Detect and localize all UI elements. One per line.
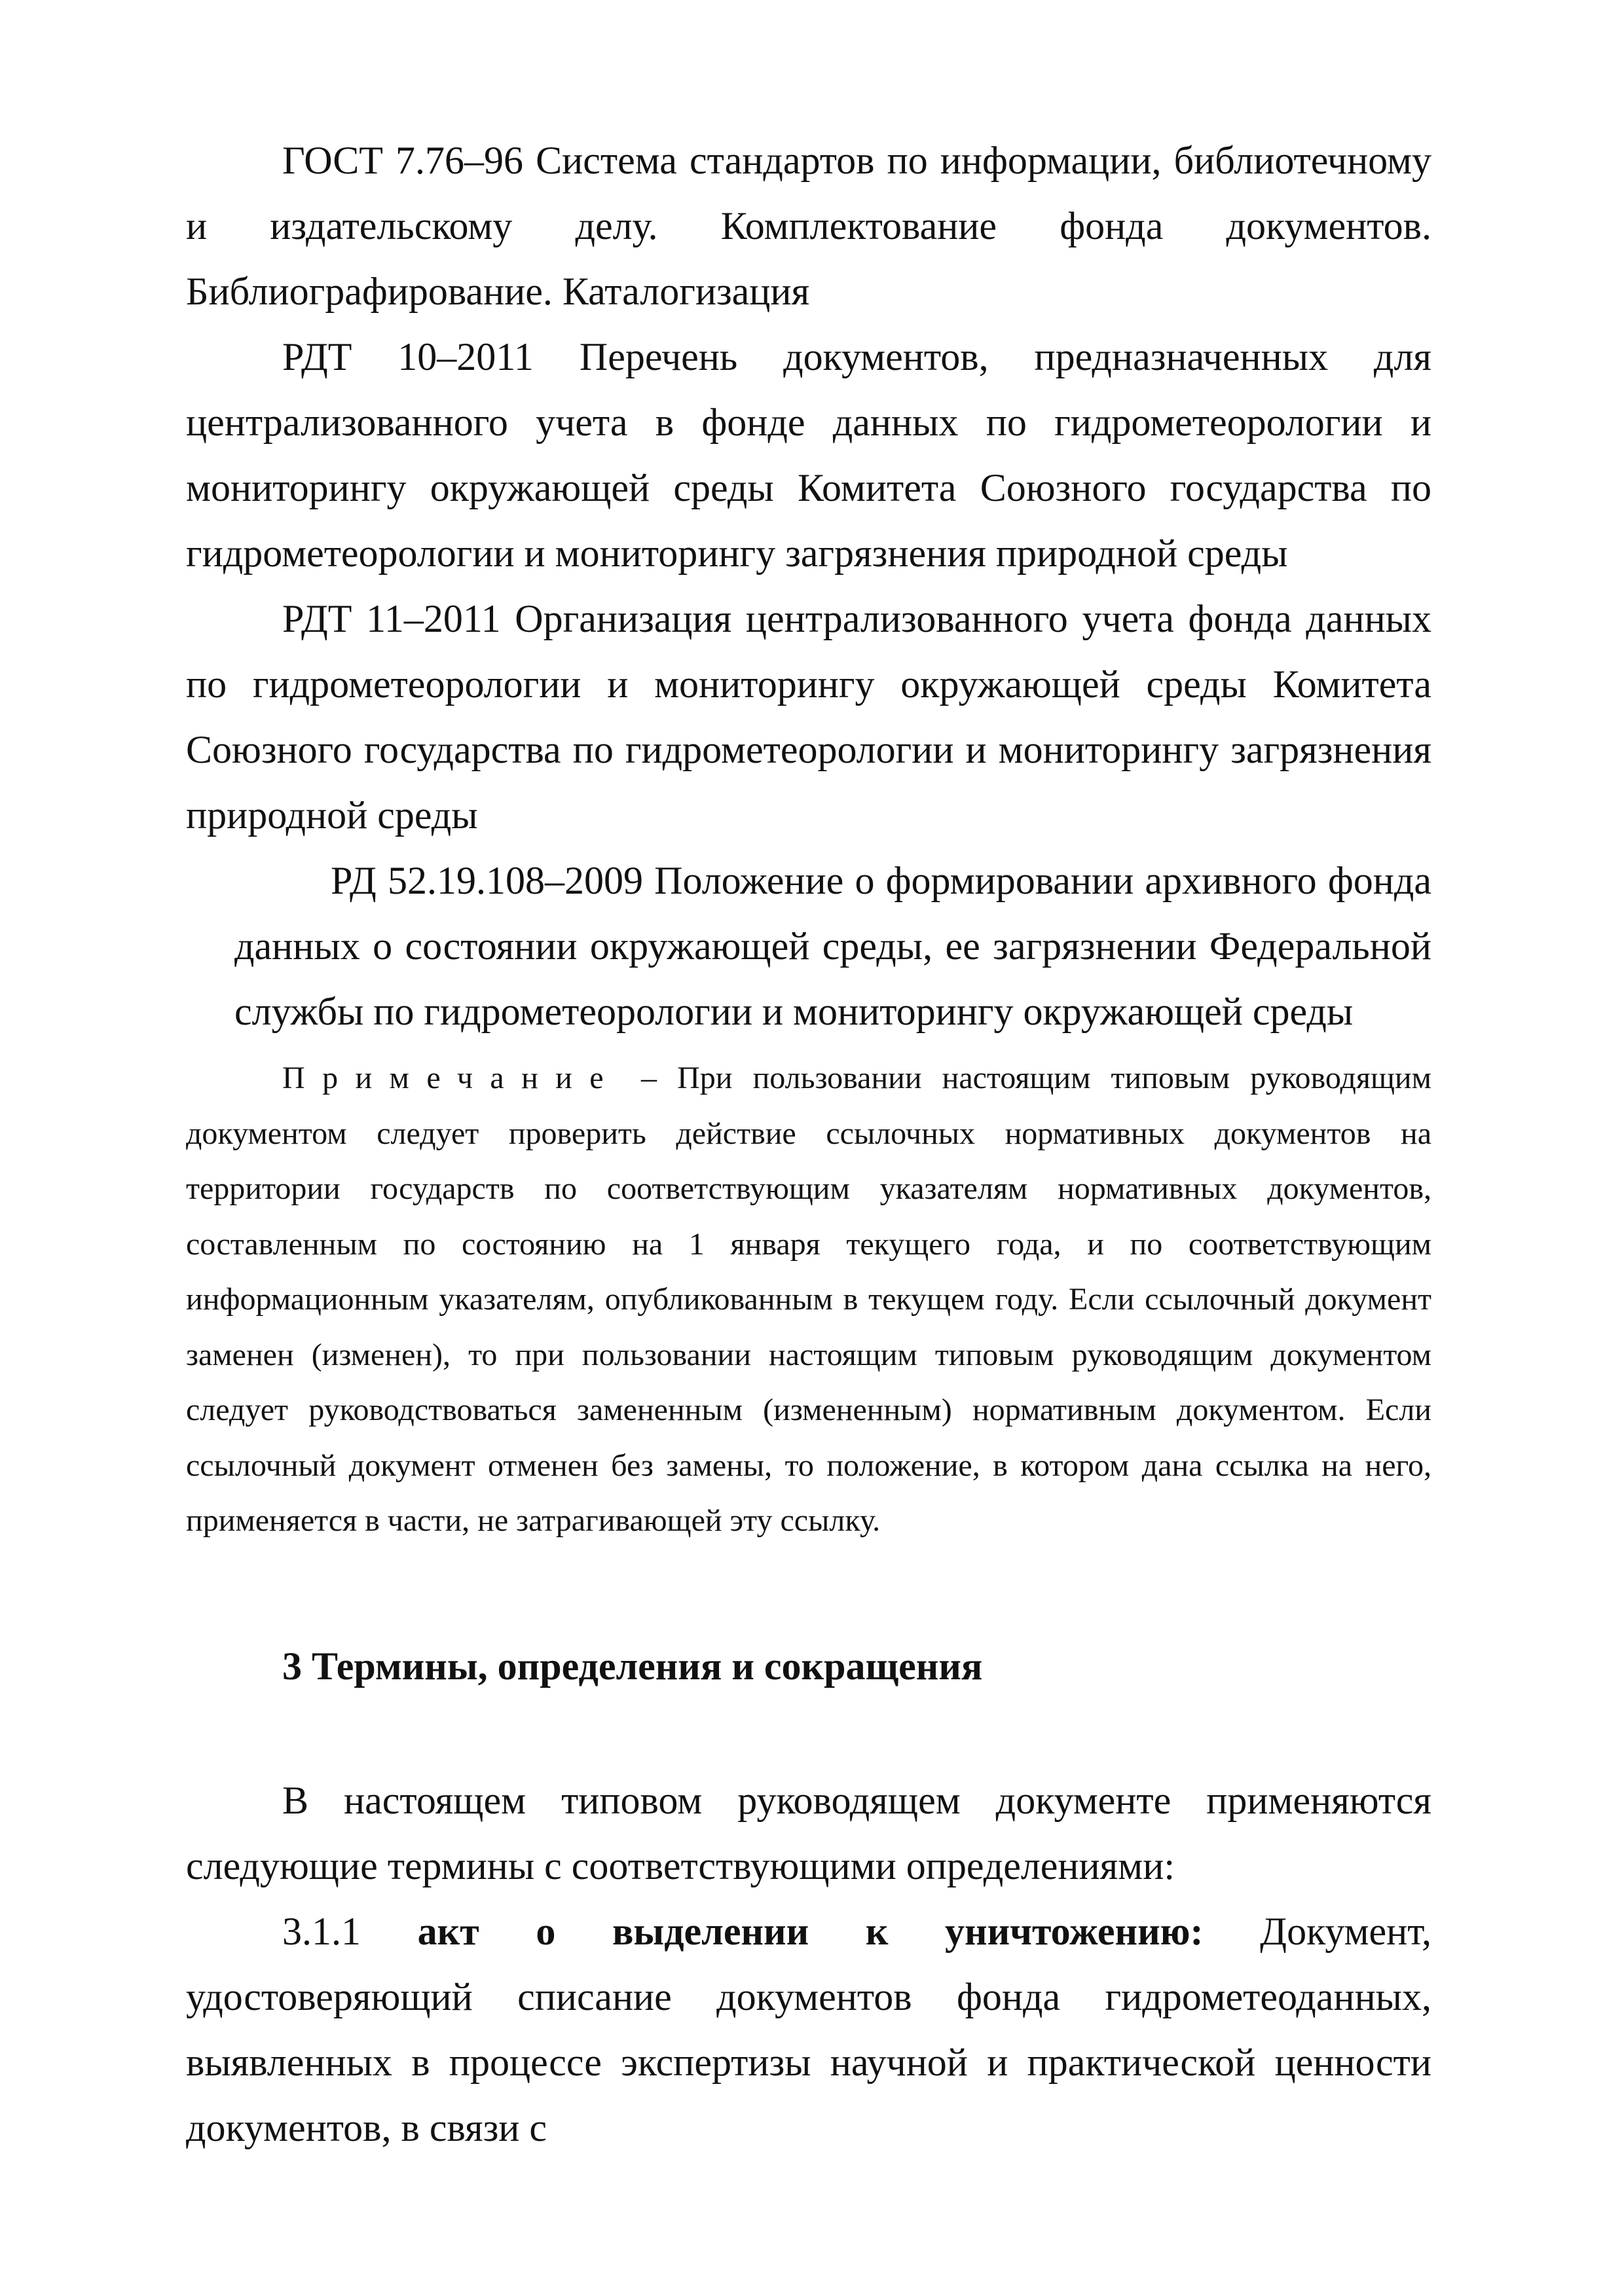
note-paragraph — [186, 1051, 1431, 1549]
section-3-heading: 3 Термины, определения и сокращения — [282, 1645, 983, 1688]
term-definition: Документ, удостоверяющий списание документов фонда гидрометеоданных, выявленных в процессе экспертизы научной и практической ценности документов, в связи с — [186, 1910, 1432, 2149]
section-3-intro: В настоящем типовом руководящем документе применяются следующие термины с соответствующими определениями: — [186, 1779, 1431, 1887]
term-number: 3.1.1 — [282, 1910, 418, 1953]
term-3-1-1 — [186, 1899, 1431, 2160]
section-3-body — [186, 1768, 1431, 2160]
reference-rd-52-19-108: РД 52.19.108–2009 Положение о формировании архивного фонда данных о состоянии окружающей среды, ее загрязнении Федеральной службы по гидрометеорологии и мониторингу окружающей среды — [234, 859, 1431, 1033]
reference-list — [186, 128, 1431, 848]
reference-rdt-10: РДТ 10–2011 Перечень документов, предназначенных для централизованного учета в фонде данных по гидрометеорологии и мониторингу окружающей среды Комитета Союзного государства по гидрометеорологии и мониторингу загрязнения природной среды — [186, 335, 1431, 575]
reference-rdt-11: РДТ 11–2011 Организация централизованного учета фонда данных по гидрометеорологии и мониторингу окружающей среды Комитета Союзного государства по гидрометеорологии и мониторингу загрязнения природной среды — [186, 597, 1431, 837]
note-label: Примечание — [282, 1061, 621, 1095]
reference-gost-7-76: ГОСТ 7.76–96 Система стандартов по информации, библиотечному и издательскому делу. Комплектование фонда документов. Библиографирование. Каталогизация — [186, 139, 1431, 313]
term-name: акт о выделении к уничтожению: — [417, 1910, 1204, 1953]
note-text: – При пользовании настоящим типовым руководящим документом следует проверить действие ссылочных нормативных документов на территории государств по соответствующим указателям нормативных документов, составленным по состоянию на 1 января текущего года, и по соответствующим информационным указателям, опубликованным в текущем году. Если ссылочный документ заменен (изменен), то при пользовании настоящим типовым руководящим документом следует руководствоваться замененным (измененным) нормативным документом. Если ссылочный документ отменен без замены, то положение, в котором дана ссылка на него, применяется в части, не затрагивающей эту ссылку. — [186, 1061, 1431, 1538]
